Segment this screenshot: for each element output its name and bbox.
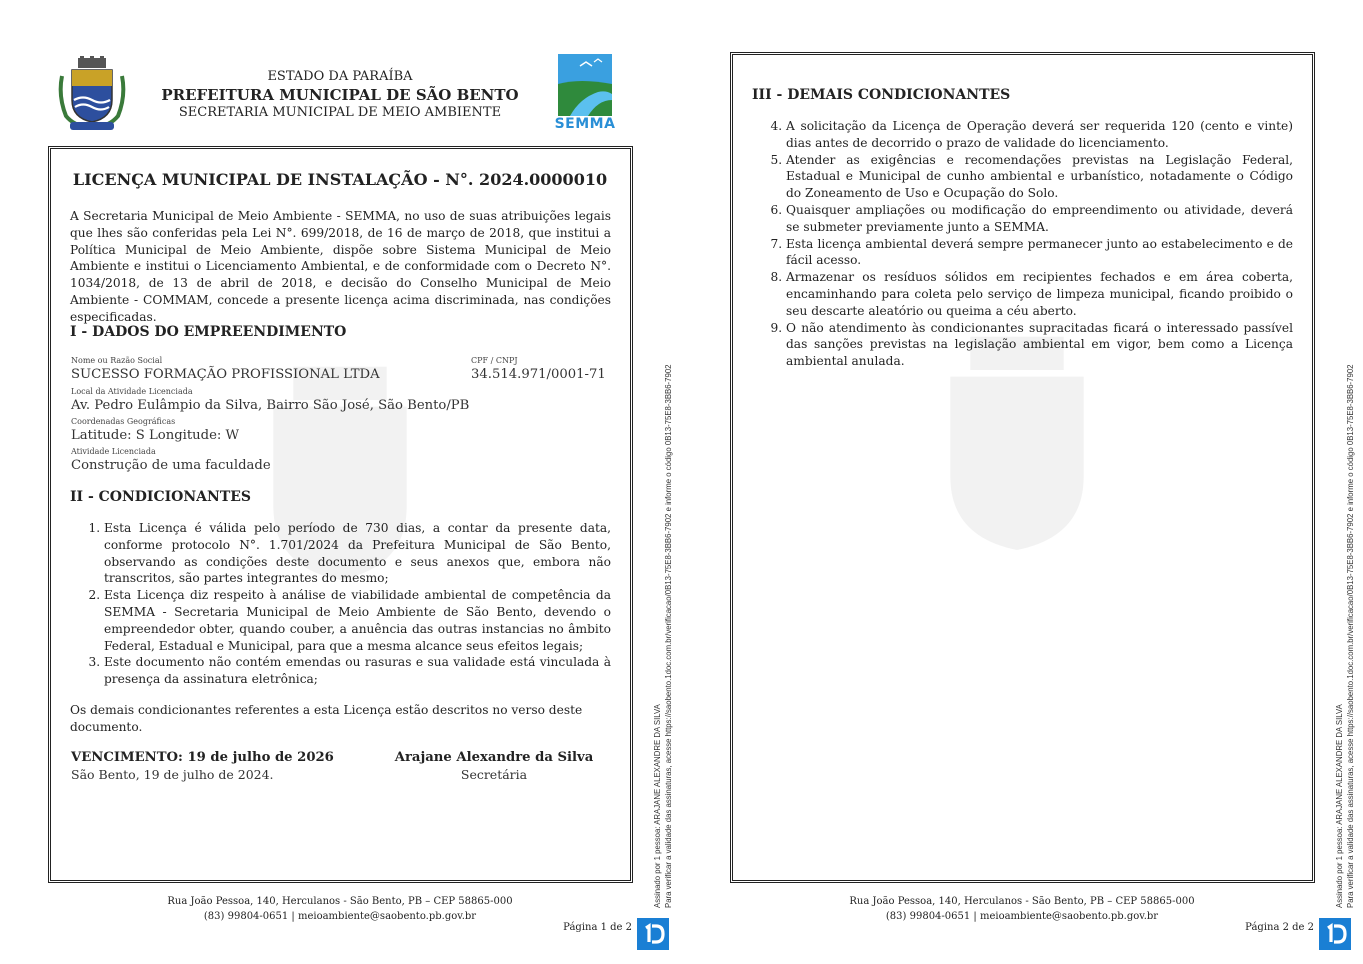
cnpj-value: 34.514.971/0001-71 (471, 367, 606, 382)
section-conditions-heading: II - CONDICIONANTES (70, 489, 252, 505)
footer-contact: (83) 99804-0651 | meioambiente@saobento.pb.gov.br (203, 910, 477, 922)
state-name: ESTADO DA PARAÍBA (267, 69, 413, 84)
document-page-2 (682, 0, 1363, 964)
condition-item: 4. A solicitação da Licença de Operação deverá ser requerida 120 (cento e vinte) dias antes de decorrido o prazo de validade do licenciamento. (786, 118, 1293, 152)
condition-item: 3. Este documento não contém emendas ou rasuras e sua validade está vinculada à presença da assinatura eletrônica; (104, 654, 611, 688)
signature-stamp (1334, 308, 1362, 908)
semma-logo-text: SEMMA (554, 116, 616, 132)
license-title: LICENÇA MUNICIPAL DE INSTALAÇÃO - N°. 2024.0000010 (72, 170, 608, 189)
signature-stamp-signer: Assinado por 1 pessoa: ARAJANE ALEXANDRE DA SILVA (1335, 704, 1344, 908)
signer-name: Arajane Alexandre da Silva (394, 750, 594, 765)
location-label: Local da Atividade Licenciada (71, 387, 193, 396)
intro-paragraph: A Secretaria Municipal de Meio Ambiente - SEMMA, no uso de suas atribuições legais que lhes são conferidas pela Lei N°. 699/2018, de 16 de março de 2018, que institui a Política Municipal de Meio Ambiente, dispõe sobre Sistema Municipal de Meio Ambiente e institui o Licenciamento Ambiental, e de conformidade com o Decreto N°. 1034/2018, de 13 de abril de 2018, e decisão do Conselho Municipal de Meio Ambiente - COMMAM, concede a presente licença acima discriminada, nas condições especificadas. (70, 209, 611, 324)
name-value: SUCESSO FORMAÇÃO PROFISSIONAL LTDA (71, 367, 380, 382)
activity-value: Construção de uma faculdade (71, 458, 271, 473)
condition-item: 8. Armazenar os resíduos sólidos em recipientes fechados e em área coberta, encaminhando para coleta pelo serviço de limpeza municipal, ficando proibido o seu descarte aleatório ou queima a céu aberto. (786, 269, 1293, 319)
signature-verification-link[interactable]: Para verificar a validade das assinaturas, acesse https://saobento.1doc.com.br/verificacao/0B13-75E8-3BB6-7902 e informe o código 0B13-75E8-3BB6-7902 (664, 364, 673, 908)
signature-stamp (652, 308, 680, 908)
section-other-conditions-heading: III - DEMAIS CONDICIONANTES (752, 87, 1011, 103)
city-hall-name: PREFEITURA MUNICIPAL DE SÃO BENTO (161, 86, 519, 104)
place-date: São Bento, 19 de julho de 2024. (71, 767, 274, 782)
condition-item: 5. Atender as exigências e recomendações previstas na Legislação Federal, Estadual e Municipal de cunho ambiental e urbanístico, notadamente o Código do Zoneamento de Uso e Ocupação do Solo. (786, 152, 1293, 202)
name-label: Nome ou Razão Social (71, 356, 163, 365)
expiry-date: VENCIMENTO: 19 de julho de 2026 (71, 750, 334, 765)
section-enterprise-data-heading: I - DADOS DO EMPREENDIMENTO (70, 324, 347, 340)
condition-item: 2. Esta Licença diz respeito à análise de viabilidade ambiental de competência da SEMMA - Secretaria Municipal de Meio Ambiente de São Bento, devendo o empreendedor obter, quando couber, a anuência das outras instancias no âmbito Federal, Estadual e Municipal, para que a mesma alcance seus efeitos legais; (104, 587, 611, 654)
closing-note: Os demais condicionantes referentes a esta Licença estão descritos no verso deste documento. (70, 703, 583, 734)
coordinates-value: Latitude: S Longitude: W (71, 428, 240, 443)
municipal-crest-icon (56, 56, 128, 134)
1doc-logo-icon[interactable] (1319, 918, 1351, 950)
footer-address: Rua João Pessoa, 140, Herculanos - São Bento, PB – CEP 58865-000 (167, 896, 513, 907)
page-number: Página 2 de 2 (1245, 922, 1314, 933)
coordinates-label: Coordenadas Geográficas (71, 417, 176, 426)
footer-contact: (83) 99804-0651 | meioambiente@saobento.pb.gov.br (885, 910, 1159, 922)
secretariat-name: SECRETARIA MUNICIPAL DE MEIO AMBIENTE (178, 105, 502, 120)
activity-label: Atividade Licenciada (71, 447, 156, 456)
condition-item: 6. Quaisquer ampliações ou modificação do empreendimento ou atividade, deverá se submeter previamente junto a SEMMA. (786, 202, 1293, 236)
letterhead (140, 68, 540, 122)
condition-item: 7. Esta licença ambiental deverá sempre permanecer junto ao estabelecimento e de fácil acesso. (786, 236, 1293, 270)
signer-role: Secretária (460, 767, 528, 782)
page-footer (772, 895, 1272, 924)
page-number: Página 1 de 2 (563, 922, 632, 933)
page-footer (90, 895, 590, 924)
cnpj-label: CPF / CNPJ (471, 356, 518, 365)
other-conditions-list (752, 118, 1293, 370)
condition-item: 1. Esta Licença é válida pelo período de 730 dias, a contar da presente data, conforme protocolo N°. 1.701/2024 da Prefeitura Municipal de São Bento, observando as condições deste documento e seus anexos que, embora não transcritos, são partes integrantes do mesmo; (104, 520, 611, 587)
condition-item: 9. O não atendimento às condicionantes supracitadas ficará o interessado passível das sanções previstas na legislação ambiental em vigor, bem como a Licença ambiental anulada. (786, 320, 1293, 370)
location-value: Av. Pedro Eulâmpio da Silva, Bairro São José, São Bento/PB (71, 398, 470, 413)
signature-stamp-signer: Assinado por 1 pessoa: ARAJANE ALEXANDRE DA SILVA (653, 704, 662, 908)
footer-address: Rua João Pessoa, 140, Herculanos - São Bento, PB – CEP 58865-000 (849, 896, 1195, 907)
1doc-logo-icon[interactable] (637, 918, 669, 950)
signature-verification-link[interactable]: Para verificar a validade das assinaturas, acesse https://saobento.1doc.com.br/verificacao/0B13-75E8-3BB6-7902 e informe o código 0B13-75E8-3BB6-7902 (1346, 364, 1355, 908)
conditions-list (70, 520, 611, 688)
